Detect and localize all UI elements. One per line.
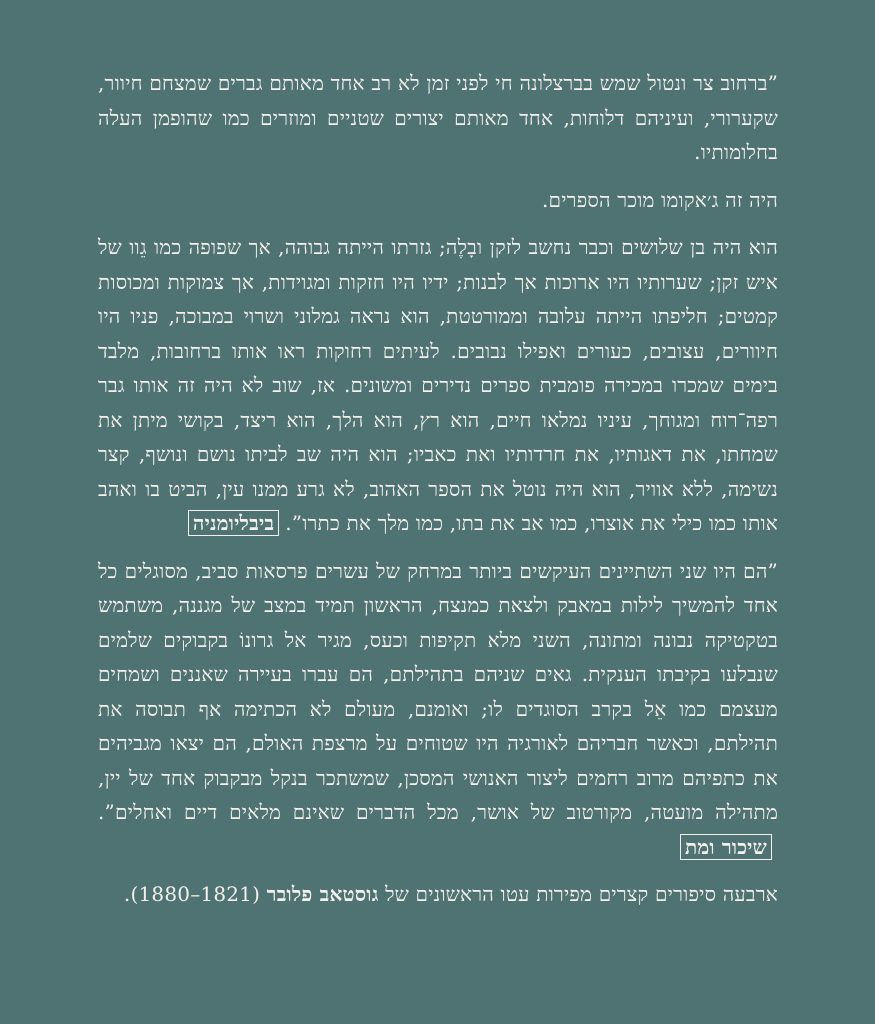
paragraph-drinkers-text: ”הם היו שני השתיינים העיקשים ביותר במרחק של עשרים פרסאות סביב, מסוגלים כל אחד להמשיך לילות במאבק ולצאת כמנצח, הראשון תמיד במצב של מגננה, משתמש בטקטיקה נבונה ומתונה, השני מלא תקיפות וכעס, מגיר אל גרונוֹ בקבוקים שלמים שנבלעו בקיבתו הענקית. גאים שניהם בתהילתם, הם עברו בעיירה שאננים ושמחים מעצמם כמו אֵל בקרב הסוגדים לו; ואומנם, מעולם לא הכתימה אף תבוסה את תהילתם, וכאשר חבריהם לאורגיה היו שטוחים על מרצפת האולם, הם יצאו מגביהים את כתפיהם מרוב רחמים ליצור האנושי המסכן, שמשתכר בנקל מבקבוק אחד של יין, מתהילה מועטה, מקורטוב של אושר, מכל הדברים שאינם מלאים דיים ואחלים”. bbox=[98, 558, 778, 824]
text-column bbox=[98, 66, 778, 912]
paragraph-giacomo-description bbox=[98, 230, 778, 541]
paragraph-barcelona-opening: ”ברחוב צר ונטול שמש בברצלונה חי לפני זמן לא רב אחד מאותם גברים שמצחם חיוור, שקערורי, ועיניהם דלוחות, אחד מאותם יצורים שטניים ומוזרים כמו שהופמן העלה בחלומותיו. bbox=[98, 71, 778, 164]
paragraph-book-summary bbox=[98, 877, 778, 912]
source-label-bibliomania: ביבליומניה bbox=[188, 510, 279, 536]
summary-lead-text: ארבעה סיפורים קצרים מפירות עטו הראשונים של bbox=[385, 882, 778, 906]
paragraph-drinkers bbox=[98, 554, 778, 865]
author-name: גוסטאב פלובר bbox=[266, 882, 379, 906]
author-dates: (1821–1880). bbox=[123, 882, 261, 906]
paragraph-giacomo-description-text: הוא היה בן שלושים וכבר נחשב לזקן ובָלֶה; גזרתו הייתה גבוהה, אך שפופה כמו גֵוו של איש זקן; שערותיו היו ארוכות אך לבנות; ידיו היו חזקות ומגוידות, אך צמוקות ומכוסות קמטים; חליפתו הייתה עלובה וממורטטת, הוא נראה גמלוני ושרוי במבוכה, פניו היו חיוורים, עצובים, כעורים ואפילו נבובים. לעיתים רחוקות ראו אותו ברחובות, מלבד בימים שמכרו במכירה פומבית ספרים נדירים ומשונים. אז, שוב לא היה זה אותו גבר רפה־רוח ומגוחך, עיניו נמלאו חיים, הוא רץ, הוא הלך, הוא ריצד, בקושי מיתן את שמחתו, את דאגותיו, את חרדותיו ואת כאביו; הוא היה שב לביתו נושם ונושף, קצר נשימה, ללא אוויר, הוא היה נוטל את הספר האהוב, לא גרע ממנו עין, הביט בו ואהב אותו כמו כילי את אוצרו, כמו אב את בתו, כמו מלך את כתרו”. bbox=[98, 235, 778, 535]
paragraph-giacomo-intro: היה זה ג׳אקומו מוכר הספרים. bbox=[541, 187, 778, 212]
source-label-drunk-and-dead: שיכור ומת bbox=[680, 834, 772, 860]
